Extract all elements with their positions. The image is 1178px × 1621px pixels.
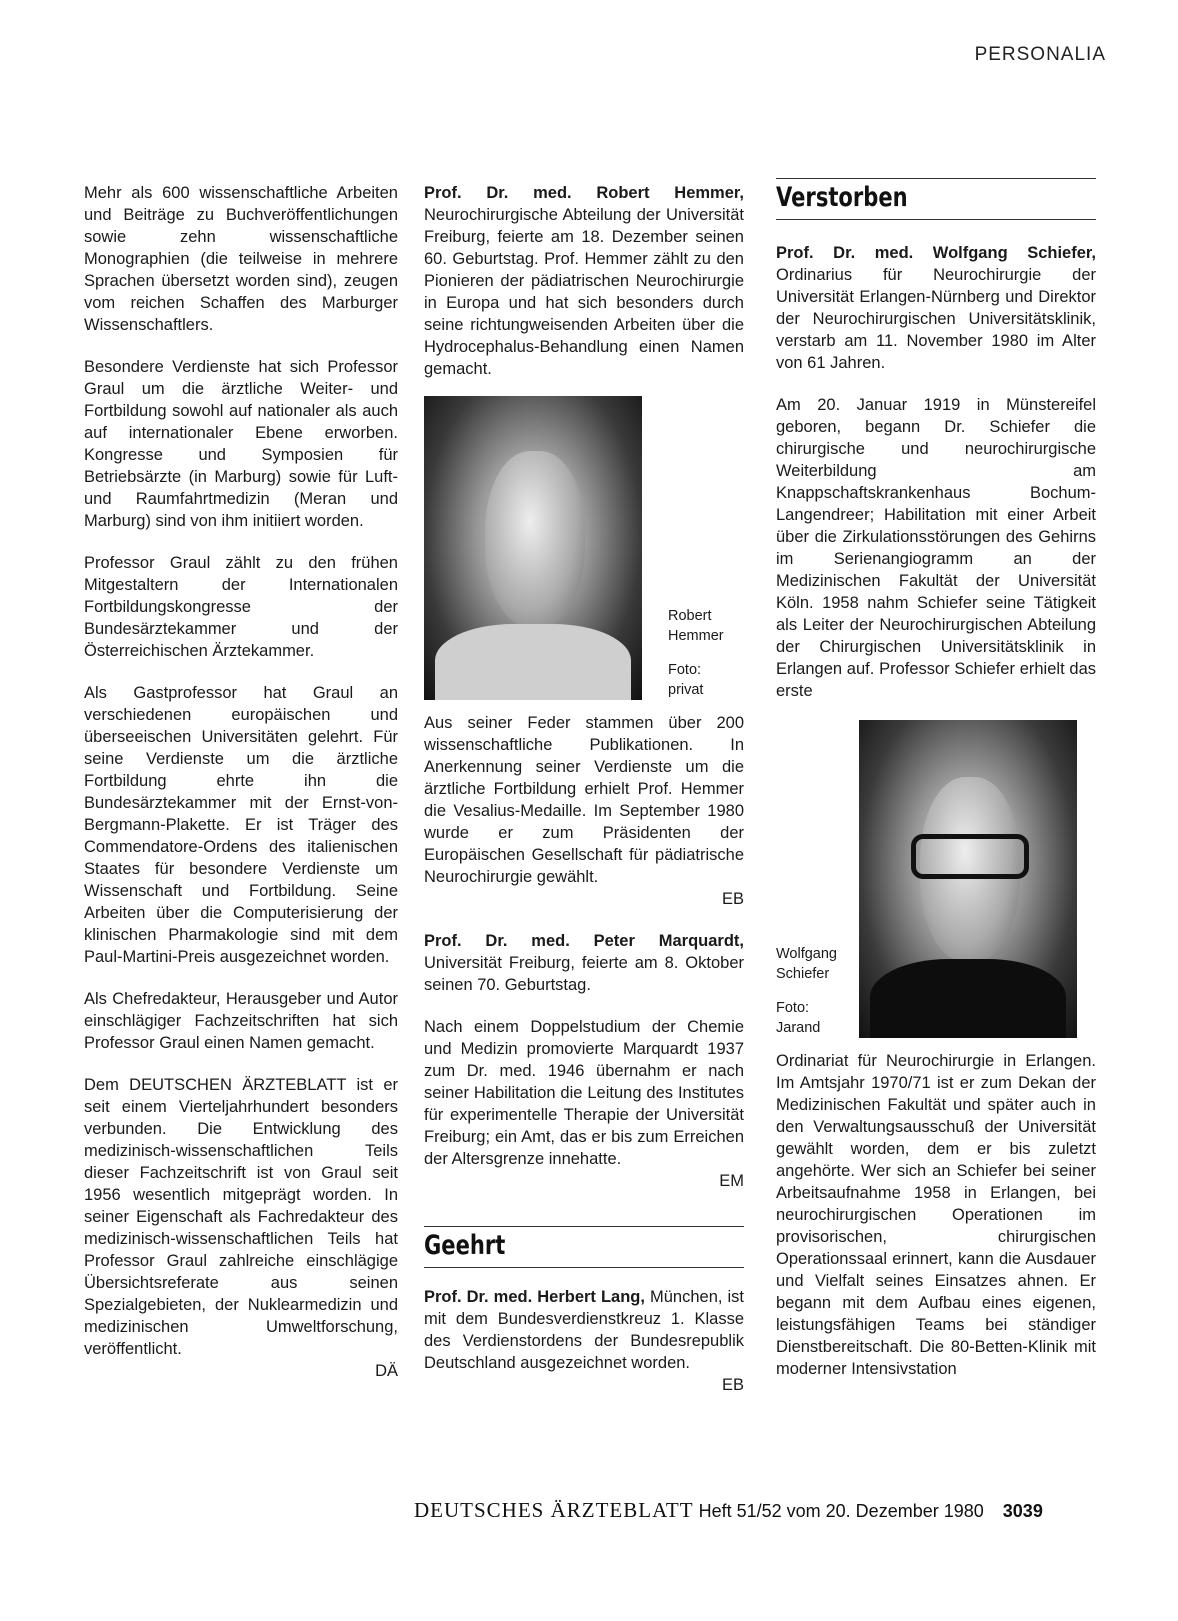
paragraph [424,1016,744,1192]
paragraph: Ordinariat für Neurochirurgie in Erlangen. Im Amtsjahr 1970/71 ist er zum Dekan der Medizinischen Fakultät und später auch in den Verwaltungsausschuß der Universität gewählt worden, dem er bis zuletzt angehörte. Wer sich an Schiefer bei seiner Arbeitsaufnahme 1958 in Erlangen, bei neurochirurgischen Operationen im provisorischen, chirurgischen Operationssaal erinnert, kann die Ausdauer und Vielfalt seines Einsatzes ahnen. Er begann mit dem Aufbau eines eigenen, leistungsfähigen Teams bei ständiger Dienstbereitschaft. Die 80-Betten-Klinik mit moderner Intensivstation [776,1052,1096,1378]
person-name: Prof. Dr. med. Robert Hemmer, [424,184,744,202]
paragraph [424,930,744,996]
paragraph [424,712,744,910]
paragraph [776,242,1096,374]
section-rule [424,1267,744,1268]
caption-credit: Jarand [776,1020,821,1036]
author-initials: EM [719,1172,744,1190]
paragraph: Als Chefredakteur, Herausgeber und Autor einschlägiger Fachzeitschriften hat sich Professor Graul einen Namen gemacht. [84,990,398,1052]
portrait-photo [859,720,1077,1038]
paragraph-text: Dem DEUTSCHEN ÄRZTEBLATT ist er seit einem Vierteljahrhundert besonders verbunden. Die Entwicklung des medizinisch-wissenschaftlichen Teils dieser Fachzeitschrift ist von Graul seit 1956 wesentlich mitgeprägt worden. In seiner Eigenschaft als Fachredakteur des medizinisch-wissenschaftlichen Teils hat Professor Graul zahlreiche einschlägige Übersichtsreferate aus seinen Spezialgebieten, der Nuklearmedizin und medizinischen Umweltforschung, veröffentlicht. [84,1076,398,1358]
paragraph: Professor Graul zählt zu den frühen Mitgestaltern der Internationalen Fortbildungskongresse der Bundesärztekammer und der Österreichischen Ärztekammer. [84,554,398,660]
issue-info: Heft 51/52 vom 20. Dezember 1980 [698,1501,984,1521]
paragraph-text: Aus seiner Feder stammen über 200 wissenschaftliche Publikationen. In Anerkennung seiner Verdienste um die ärztliche Fortbildung erhielt Prof. Hemmer die Vesalius-Medaille. Im September 1980 wurde er zum Präsidenten der Europäischen Gesellschaft für pädiatrische Neurochirurgie gewählt. [424,714,744,886]
column-left [84,182,398,1382]
torso-shape [435,624,631,700]
caption-name: Wolfgang [776,946,837,962]
caption-name: Hemmer [668,628,724,644]
section-heading: Verstorben [776,182,908,213]
section-rule [776,219,1096,220]
page-number: 3039 [1002,1501,1043,1521]
column-right [776,182,1096,1380]
caption-credit: Foto: [668,662,702,678]
photo-caption [668,606,724,700]
paragraph: Besondere Verdienste hat sich Professor Graul um die ärztliche Weiter- und Fortbildung sowohl auf nationaler als auch auf internationaler Ebene erworben. Kongresse und Symposien für Betriebsärzte (in Marburg) sowie für Luft- und Raumfahrtmedizin (Meran und Marburg) sind von ihm initiiert worden. [84,358,398,530]
author-initials: DÄ [375,1362,398,1380]
portrait-photo [424,396,642,700]
caption-credit: privat [668,682,704,698]
photo-caption [776,944,837,1038]
paragraph-text: München, ist mit dem Bundesverdienstkreuz 1. Klasse des Verdienstordens der Bundesrepublik Deutschland ausgezeichnet worden. [424,1288,744,1372]
caption-name: Schiefer [776,966,830,982]
author-initials: EB [721,1376,744,1394]
paragraph [424,182,744,380]
paragraph [84,1074,398,1382]
page-footer [414,1498,1043,1523]
column-middle [424,182,744,1396]
section-rule [424,1226,744,1227]
paragraph-text: Ordinarius für Neurochirurgie der Universität Erlangen-Nürnberg und Direktor der Neurochirurgischen Universitätsklinik, verstarb am 11. November 1980 im Alter von 61 Jahren. [776,266,1096,372]
paragraph-text: Universität Freiburg, feierte am 8. Oktober seinen 70. Geburtstag. [424,954,744,994]
section-label: PERSONALIA [974,44,1106,65]
paragraph: Mehr als 600 wissenschaftliche Arbeiten und Beiträge zu Buchveröffentlichungen sowie zehn wissenschaftliche Monographien (die teilweise in mehrere Sprachen übersetzt worden sind), zeugen vom reichen Schaffen des Marburger Wissenschaftlers. [84,184,398,334]
caption-credit: Foto: [776,1000,810,1016]
section-heading: Geehrt [424,1230,506,1261]
photo-block [424,396,744,700]
paragraph [424,1286,744,1396]
torso-shape [870,959,1066,1039]
paragraph-text: Nach einem Doppelstudium der Chemie und Medizin promovierte Marquardt 1937 zum Dr. med. 1946 übernahm er nach seiner Habilitation die Leitung des Institutes für experimentelle Therapie der Universität Freiburg; ein Amt, das er bis zum Erreichen der Altersgrenze innehatte. [424,1018,744,1168]
person-name: Prof. Dr. med. Peter Marquardt, [424,932,744,950]
face-shape [485,451,585,627]
person-name: Prof. Dr. med. Wolfgang Schiefer, [776,244,1096,262]
journal-name: DEUTSCHES ÄRZTEBLATT [414,1498,694,1522]
person-name: Prof. Dr. med. Herbert Lang, [424,1288,645,1306]
paragraph: Als Gastprofessor hat Graul an verschiedenen europäischen und überseeischen Universitäten gelehrt. Für seine Verdienste um die ärztliche Fortbildung ehrte ihn die Bundesärztekammer mit der Ernst-von-Bergmann-Plakette. Er ist Träger des Commendatore-Ordens des italienischen Staates für besondere Verdienste um Wissenschaft und Fortbildung. Seine Arbeiten über die Computerisierung der klinischen Pharmakologie sind mit dem Paul-Martini-Preis ausgezeichnet worden. [84,684,398,966]
section-rule [776,178,1096,179]
paragraph: Am 20. Januar 1919 in Münstereifel geboren, begann Dr. Schiefer die chirurgische und neurochirurgische Weiterbildung am Knappschaftskrankenhaus Bochum-Langendreer; Habilitation mit einer Arbeit über die Zirkulationsstörungen des Gehirns im Serienangiogramm an der Medizinischen Fakultät der Universität Köln. 1958 nahm Schiefer seine Tätigkeit als Leiter der Neurochirurgischen Abteilung der Chirurgischen Universitätsklinik in Erlangen auf. Professor Schiefer erhielt das erste [776,396,1096,700]
glasses-shape [911,834,1029,879]
photo-block [776,720,1096,1038]
caption-name: Robert [668,608,712,624]
paragraph-text: Neurochirurgische Abteilung der Universität Freiburg, feierte am 18. Dezember seinen 60. Geburtstag. Prof. Hemmer zählt zu den Pionieren der pädiatrischen Neurochirurgie in Europa und hat sich besonders durch seine richtungweisenden Arbeiten über die Hydrocephalus-Behandlung einen Namen gemacht. [424,206,744,378]
author-initials: EB [721,890,744,908]
